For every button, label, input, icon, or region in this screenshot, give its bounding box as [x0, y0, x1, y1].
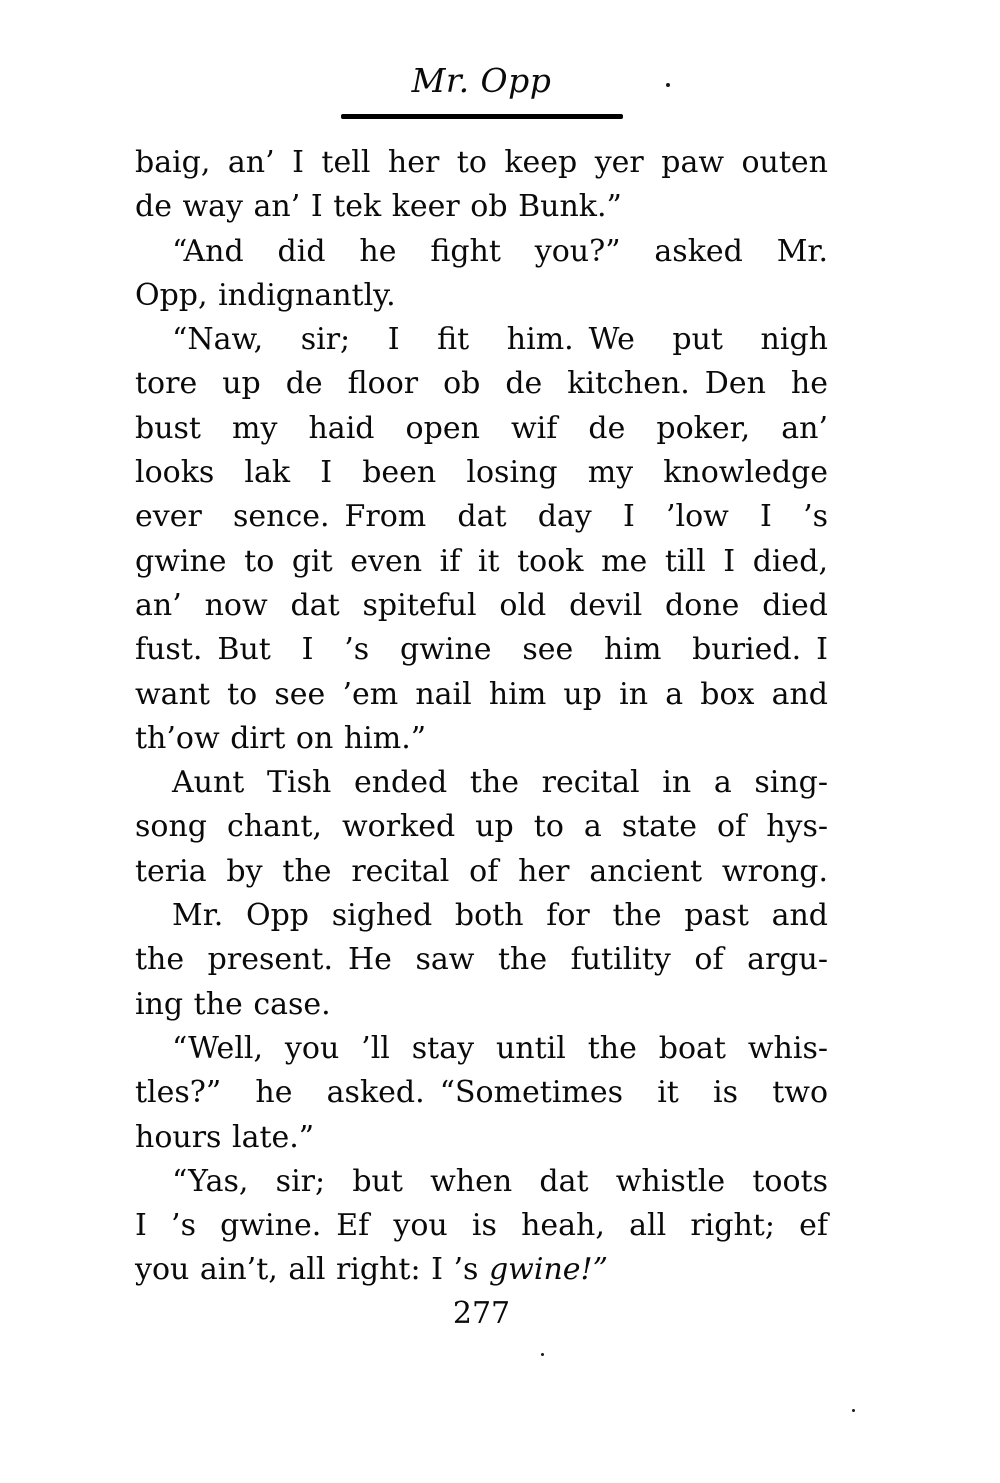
text-line: ever sence. From dat day I ’low I ’s [135, 499, 828, 535]
text-line: “Well, you ’ll stay until the boat whis- [172, 1030, 828, 1066]
text-line: I ’s gwine. Ef you is heah, all right; ef [135, 1208, 828, 1244]
text-line: Opp, indignantly. [135, 277, 396, 313]
body-text [135, 141, 828, 1293]
text-line: gwine to git even if it took me till I died, [135, 543, 828, 579]
text-line: baig, an’ I tell her to keep yer paw outen [135, 145, 828, 180]
text-line: de way an’ I tek keer ob Bunk.” [135, 189, 622, 225]
page-number: 277 [452, 1296, 511, 1331]
text-line: th’ow dirt on him.” [135, 720, 427, 756]
text-line: “Naw, sir; I fit him. We put nigh [172, 322, 828, 358]
text-line: song chant, worked up to a state of hys- [135, 809, 828, 845]
text-line-italic-word: gwine!” [488, 1252, 608, 1288]
title-rule [341, 114, 623, 119]
text-line: want to see ’em nail him up in a box and [135, 676, 828, 712]
text-line: tore up de floor ob de kitchen. Den he [135, 366, 828, 402]
text-line: Aunt Tish ended the recital in a sing- [172, 765, 828, 801]
text-line: teria by the recital of her ancient wrong. [135, 853, 828, 889]
text-line: looks lak I been losing my knowledge [135, 455, 828, 491]
text-line: tles?” he asked. “Sometimes it is two [135, 1075, 828, 1111]
text-line: hours late.” [135, 1119, 315, 1155]
text-line: Mr. Opp sighed both for the past and [172, 898, 828, 934]
scan-speck [541, 1353, 544, 1356]
text-line: ing the case. [135, 986, 331, 1022]
text-line: an’ now dat spiteful old devil done died [135, 587, 828, 623]
text-line-prefix: you ain’t, all right: I ’s [135, 1252, 489, 1288]
page-title: Mr. Opp [411, 61, 552, 100]
text-line-with-italic [135, 1248, 828, 1292]
text-line: the present. He saw the futility of argu- [135, 942, 828, 978]
scan-speck [666, 83, 670, 87]
text-line: “Yas, sir; but when dat whistle toots [172, 1163, 828, 1199]
text-line: bust my haid open wif de poker, an’ [135, 410, 828, 446]
scan-speck [852, 1409, 855, 1412]
text-line: “And did he fight you?” asked Mr. [172, 233, 828, 269]
text-line: fust. But I ’s gwine see him buried. I [135, 632, 828, 668]
